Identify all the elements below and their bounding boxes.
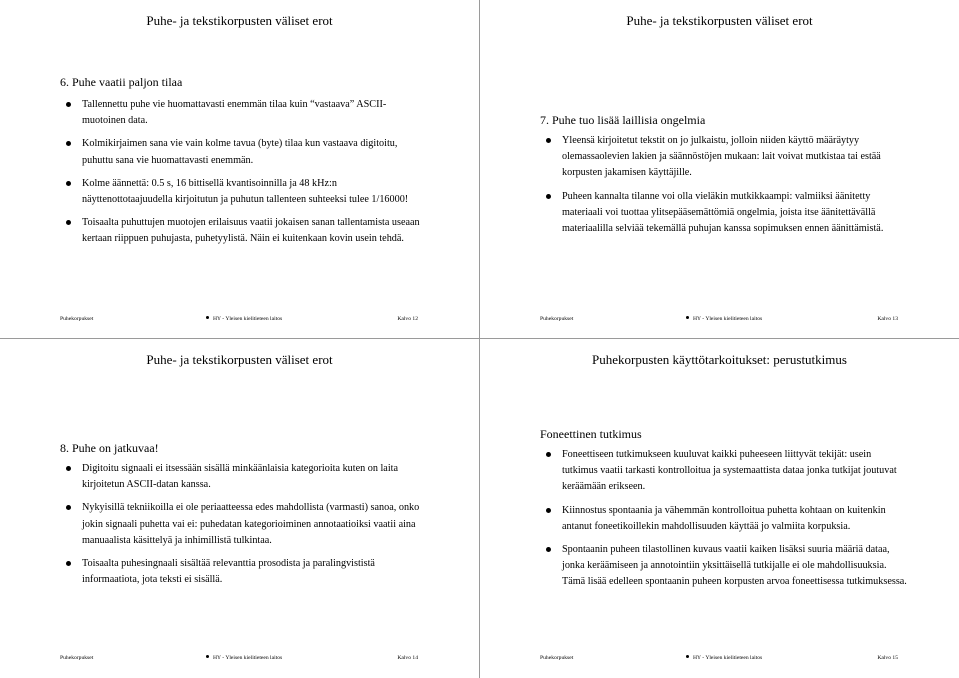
footer-department: HY - Yleisen kielitieteen laitos [206, 316, 282, 322]
bullet-icon [66, 181, 71, 186]
footer-course: Puhekorpukset [540, 316, 574, 322]
slide-12 [0, 0, 479, 338]
slide-title: Puhe- ja tekstikorpusten väliset erot [626, 13, 813, 28]
bullet-icon [546, 547, 551, 552]
list-item: Toisaalta puhesingnaali sisältää relevanttia prosodista ja paralingvististä informaatiota, jota teksti ei sisällä. [60, 556, 428, 588]
footer-slide-number: Kalvo 15 [877, 655, 898, 661]
bullet-icon [66, 141, 71, 146]
slide-footer [540, 655, 898, 665]
list-item: Nykyisillä tekniikoilla ei ole periaatteessa edes mahdollista (varmasti) sanoa, onko jokin signaali puhetta vai ei: puhedatan kategorioiminen annotaatioiksi vaatii aina manuaalista käsittelyä ja inhimillistä tulkintaa. [60, 500, 428, 549]
slide-13 [480, 0, 959, 338]
slide-title: Puhe- ja tekstikorpusten väliset erot [146, 352, 333, 367]
footer-slide-number: Kalvo 12 [397, 316, 418, 322]
bullet-list [540, 133, 908, 244]
footer-slide-number: Kalvo 13 [877, 316, 898, 322]
list-item: Toisaalta puhuttujen muotojen erilaisuus vaatii jokaisen sanan tallentamista useaan kertaan riippuen puhujasta, puhetyylistä. Näin ei kuitenkaan kovin usein tehdä. [60, 215, 428, 247]
list-item: Kolmikirjaimen sana vie vain kolme tavua (byte) tilaa kun vastaava digitoitu, puhuttu sana vie huomattavasti enemmän. [60, 136, 428, 168]
slide-footer [60, 316, 418, 326]
list-item: Tallennettu puhe vie huomattavasti enemmän tilaa kuin “vastaava” ASCII-muotoinen data. [60, 97, 428, 129]
slide-15 [480, 339, 959, 677]
bullet-icon [66, 220, 71, 225]
bullet-icon [546, 452, 551, 457]
bullet-icon [66, 561, 71, 566]
footer-department: HY - Yleisen kielitieteen laitos [686, 655, 762, 661]
bullet-list [540, 447, 908, 598]
slide-title: Puhekorpusten käyttötarkoitukset: perustutkimus [592, 352, 847, 367]
bullet-icon [66, 505, 71, 510]
list-item: Puheen kannalta tilanne voi olla vieläkin mutkikkaampi: valmiiksi äänitetty materiaali voi tuottaa ylitsepääsemättömiä ongelmia, joista itse äänitettävällä materiaalilla selviää tekemällä puhujan kanssa sopimuksen ennen äänittämistä. [540, 189, 908, 238]
bullet-icon [546, 508, 551, 513]
footer-department: HY - Yleisen kielitieteen laitos [206, 655, 282, 661]
bullet-list [60, 461, 428, 595]
section-heading: 6. Puhe vaatii paljon tilaa [60, 75, 183, 89]
footer-course: Puhekorpukset [540, 655, 574, 661]
footer-slide-number: Kalvo 14 [397, 655, 418, 661]
section-heading: Foneettinen tutkimus [540, 427, 642, 441]
footer-department: HY - Yleisen kielitieteen laitos [686, 316, 762, 322]
list-item: Digitoitu signaali ei itsessään sisällä minkäänlaisia kategorioita kuten on laita kirjoitetun ASCII-datan kanssa. [60, 461, 428, 493]
section-heading: 8. Puhe on jatkuvaa! [60, 441, 159, 455]
list-item: Kolme äännettä: 0.5 s, 16 bittisellä kvantisoinnilla ja 48 kHz:n näyttenottotaajuudella kirjoitutun ja puhutun tallenteen suhteeksi tulee 1/16000! [60, 176, 428, 208]
footer-course: Puhekorpukset [60, 316, 94, 322]
footer-bullet-icon [686, 316, 689, 319]
slide-title: Puhe- ja tekstikorpusten väliset erot [146, 13, 333, 28]
bullet-list [60, 97, 428, 255]
bullet-icon [66, 102, 71, 107]
section-heading: 7. Puhe tuo lisää laillisia ongelmia [540, 113, 706, 127]
slide-14 [0, 339, 479, 677]
footer-course: Puhekorpukset [60, 655, 94, 661]
slide-footer [60, 655, 418, 665]
slide-footer [540, 316, 898, 326]
footer-bullet-icon [206, 316, 209, 319]
list-item: Yleensä kirjoitetut tekstit on jo julkaistu, jolloin niiden käyttö määräytyy olemassaolevien lakien ja säännöstöjen mukaan: lait voivat mutkistaa tai estää korpusten jakamisen käyttäjille. [540, 133, 908, 182]
footer-bullet-icon [206, 655, 209, 658]
footer-bullet-icon [686, 655, 689, 658]
list-item: Spontaanin puheen tilastollinen kuvaus vaatii kaiken lisäksi suuria määriä dataa, jonka keräämiseen ja annotointiin yksittäisellä tutkijalle ei ole mahdollisuuksia. Tämä lisää edelleen spontaanin puheen korpusten arvoa foneettisessa tutkimuksessa. [540, 542, 908, 591]
list-item: Foneettiseen tutkimukseen kuuluvat kaikki puheeseen liittyvät tekijät: usein tutkimus vaatii tarkasti kontrolloitua ja systemaattista dataa jonka tutkijat joutuvat keräämään erikseen. [540, 447, 908, 496]
bullet-icon [546, 138, 551, 143]
list-item: Kiinnostus spontaania ja vähemmän kontrolloitua puhetta kohtaan on kuitenkin antanut foneetikoillekin mahdollisuuden käyttää jo valmiita korpuksia. [540, 503, 908, 535]
bullet-icon [546, 194, 551, 199]
bullet-icon [66, 466, 71, 471]
